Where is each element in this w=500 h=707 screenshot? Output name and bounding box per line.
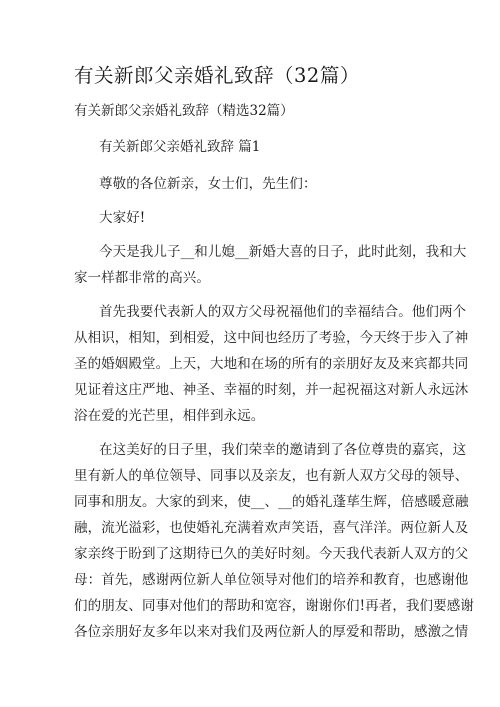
paragraph-line: 里有新人的单位领导、同事以及亲友，也有新人双方父母的领导、 <box>74 468 469 484</box>
paragraph-line: 同事和朋友。大家的到来，使__、__的婚礼蓬荜生辉，倍感暖意融 <box>74 494 469 510</box>
section-heading: 有关新郎父亲婚礼致辞 篇1 <box>99 139 261 155</box>
hello-line: 大家好! <box>99 210 146 226</box>
paragraph-line: 各位亲朋好友多年以来对我们及两位新人的厚爱和帮助，感激之情 <box>74 624 469 640</box>
paragraph-line: 从相识，相知，到相爱，这中间也经历了考验，今天终于步入了神 <box>74 330 469 346</box>
document-subtitle: 有关新郎父亲婚礼致辞（精选32篇） <box>74 103 294 119</box>
paragraph-line: 家一样都非常的高兴。 <box>74 270 210 286</box>
paragraph-line: 们的朋友、同事对他们的帮助和宽容，谢谢你们!再者，我们要感谢 <box>74 598 474 614</box>
paragraph-line: 今天是我儿子__和儿媳__新婚大喜的日子，此时此刻，我和大 <box>99 244 467 260</box>
paragraph-line: 见证着这庄严地、神圣、幸福的时刻，并一起祝福这对新人永远沐 <box>74 382 469 398</box>
paragraph-line: 首先我要代表新人的双方父母祝福他们的幸福结合。他们两个 <box>99 304 467 320</box>
paragraph-line: 圣的婚姻殿堂。上天，大地和在场的所有的亲朋好友及来宾都共同 <box>74 356 469 372</box>
greeting-line: 尊敬的各位新亲，女士们，先生们： <box>99 176 317 192</box>
paragraph-line: 浴在爱的光芒里，相伴到永远。 <box>74 408 265 424</box>
paragraph-line: 家亲终于盼到了这期待已久的美好时刻。今天我代表新人双方的父 <box>74 546 469 562</box>
paragraph-line: 融，流光溢彩，也使婚礼充满着欢声笑语，喜气洋洋。两位新人及 <box>74 520 469 536</box>
paragraph-line: 在这美好的日子里，我们荣幸的邀请到了各位尊贵的嘉宾，这 <box>99 442 467 458</box>
document-title: 有关新郎父亲婚礼致辞（32篇） <box>74 64 360 87</box>
paragraph-line: 母：首先，感谢两位新人单位领导对他们的培养和教育，也感谢他 <box>74 572 469 588</box>
